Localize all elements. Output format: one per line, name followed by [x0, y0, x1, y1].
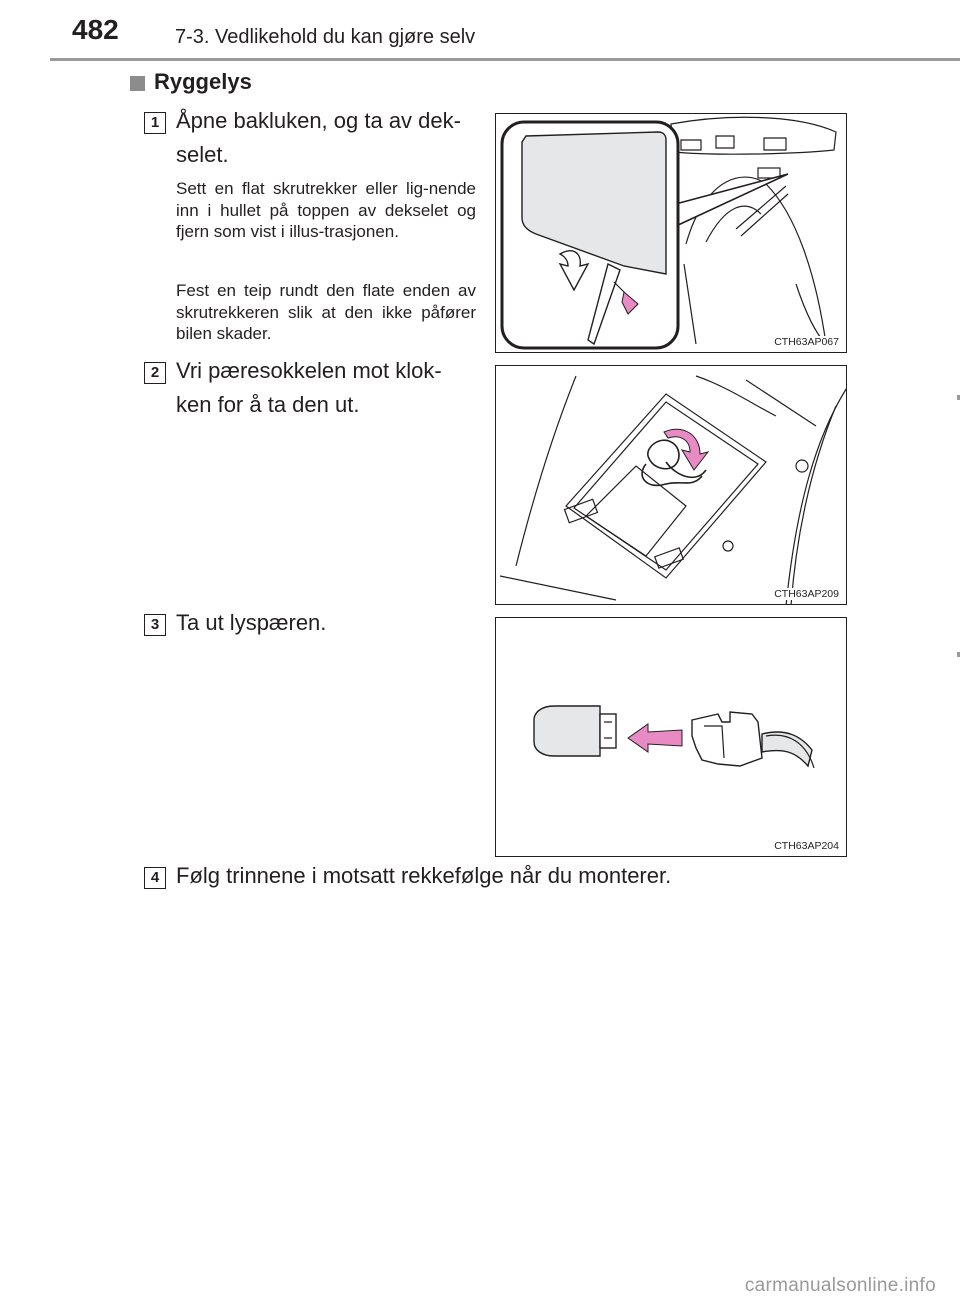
step-number-3: 3: [144, 614, 166, 636]
section-title: Ryggelys: [154, 69, 252, 94]
figure-1-tailgate-cover: [495, 113, 847, 353]
step-2-line1: Vri pæresokkelen mot klok-: [176, 358, 442, 383]
footer-watermark: carmanualsonline.info: [744, 1275, 936, 1296]
step-2-line2: ken for å ta den ut.: [176, 392, 360, 417]
figure-3-illustration: [496, 618, 847, 857]
step-1-note-1: Sett en flat skrutrekker eller lig-nende inn i hullet på toppen av dekselet og fjern som vist i illus-trasjonen.: [176, 179, 476, 241]
step-2-text: [176, 354, 476, 422]
step-1-line1: Åpne bakluken, og ta av dek-: [176, 108, 461, 133]
step-3-text: Ta ut lyspæren.: [176, 610, 327, 635]
step-1-line2: selet.: [176, 142, 229, 167]
header-divider: [50, 58, 960, 61]
figure-1-code: CTH63AP067: [774, 336, 839, 348]
page-number: 482: [72, 14, 119, 45]
figure-1-illustration: [496, 114, 847, 353]
chapter-title: 7-3. Vedlikehold du kan gjøre selv: [175, 26, 476, 48]
section-bullet-icon: [130, 76, 145, 91]
figure-3-code: CTH63AP204: [774, 840, 839, 852]
step-number-4: 4: [144, 867, 166, 889]
step-number-1: 1: [144, 112, 166, 134]
step-1-text: [176, 104, 476, 172]
step-number-2: 2: [144, 362, 166, 384]
figure-2-code: CTH63AP209: [774, 588, 839, 600]
figure-2-illustration: [496, 366, 847, 605]
step-1-note-2: Fest en teip rundt den flate enden av skrutrekkeren slik at den ikke påfører bilen skader.: [176, 281, 476, 343]
figure-2-bulb-socket: [495, 365, 847, 605]
step-4-text: Følg trinnene i motsatt rekkefølge når du monterer.: [176, 863, 672, 888]
figure-3-remove-bulb: [495, 617, 847, 857]
